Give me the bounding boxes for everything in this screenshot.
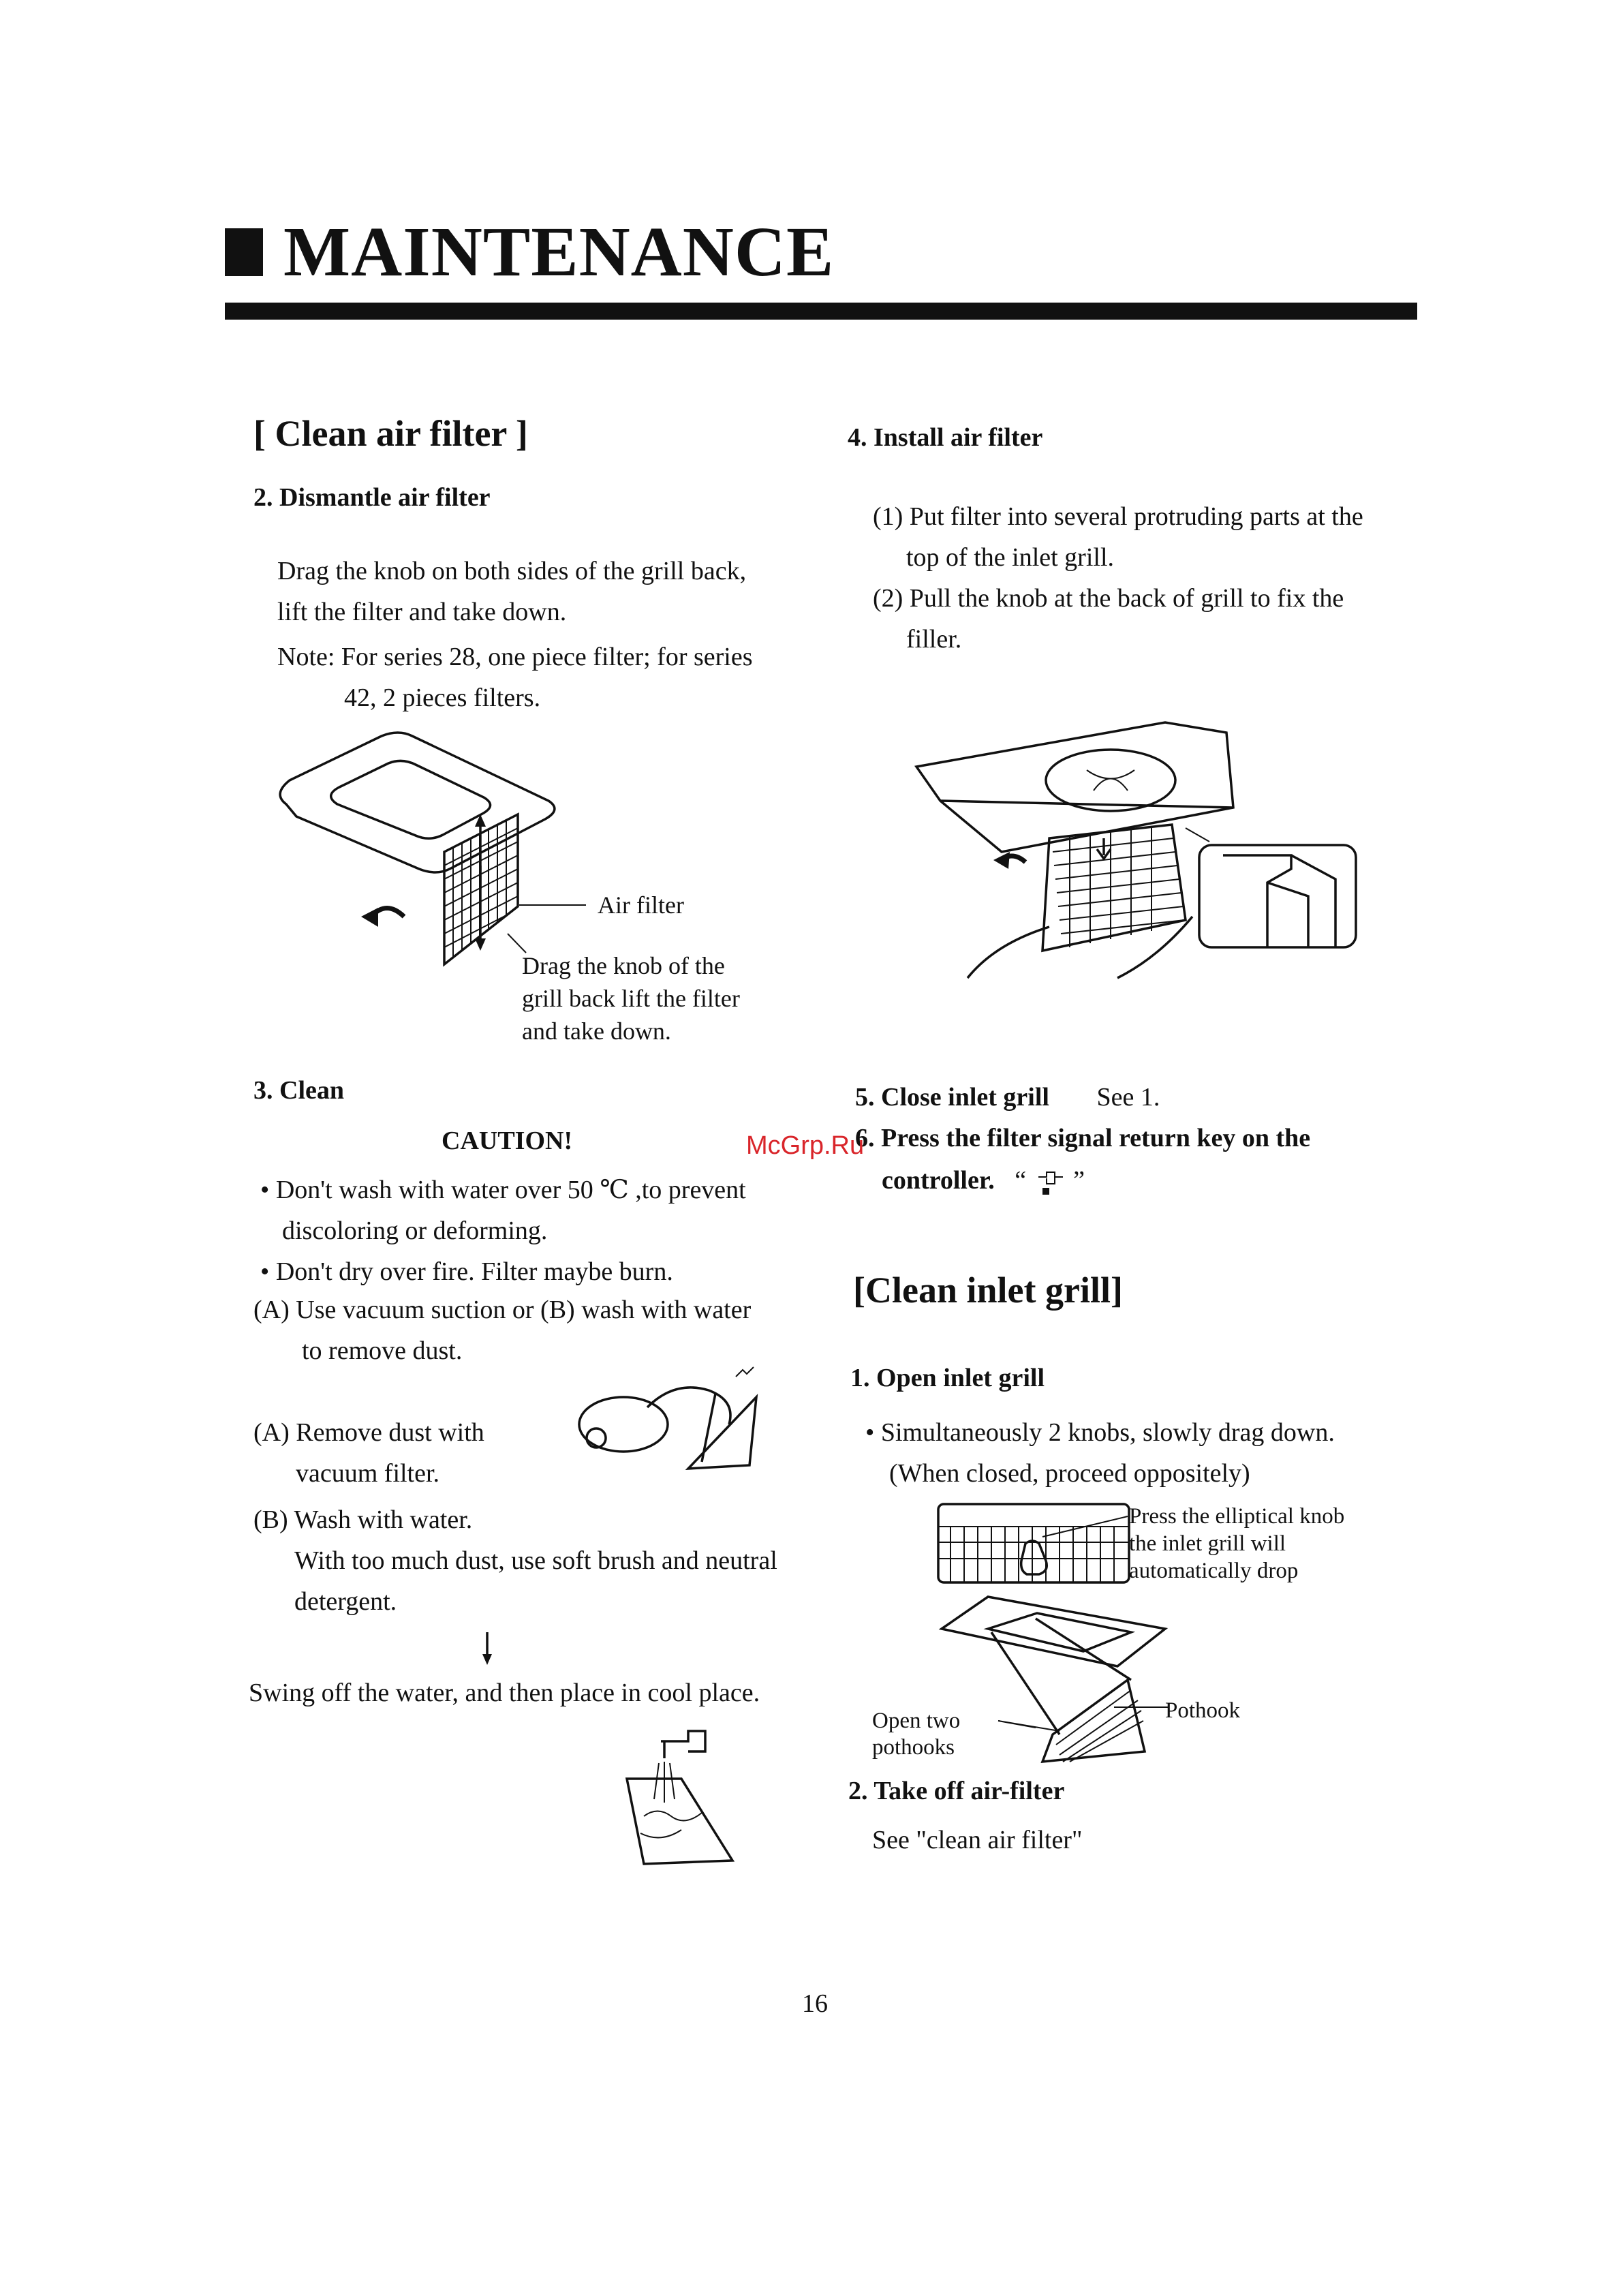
remove-dust-line1: (A) Remove dust with xyxy=(253,1418,484,1447)
step5-line xyxy=(855,1077,1160,1118)
step3-heading: 3. Clean xyxy=(253,1076,344,1105)
install-filter-illustration xyxy=(913,716,1363,988)
header-rule xyxy=(225,303,1417,320)
inlet-grill-with-filter xyxy=(1042,825,1186,951)
caution-bullet-1 xyxy=(260,1169,746,1210)
quote-close: ” xyxy=(1073,1166,1085,1195)
filter-signal-icon xyxy=(1033,1169,1067,1196)
caution-heading: CAUTION! xyxy=(442,1127,573,1155)
wash-line1: (B) Wash with water. xyxy=(253,1505,473,1534)
step5-ref: See 1. xyxy=(1096,1083,1160,1112)
watermark: McGrp.Ru xyxy=(746,1131,865,1160)
vacuum-body-icon xyxy=(579,1397,668,1452)
step4-line1: (1) Put filter into several protruding parts at the xyxy=(873,502,1363,531)
take-off-heading: 2. Take off air-filter xyxy=(848,1777,1065,1805)
open-inlet-grill-heading: 1. Open inlet grill xyxy=(850,1364,1045,1392)
clean-method-line2: to remove dust. xyxy=(302,1336,463,1365)
remove-dust-line2: vacuum filter. xyxy=(296,1459,440,1488)
step5-heading: 5. Close inlet grill xyxy=(855,1083,1049,1112)
caution-bullet-2 xyxy=(260,1251,673,1292)
caution-bullet-2-text: Don't dry over fire. Filter maybe burn. xyxy=(275,1257,673,1286)
detail-inset-knob xyxy=(1223,855,1335,947)
figure-caption-line3: and take down. xyxy=(522,1017,671,1045)
bullet-icon: • xyxy=(260,1176,270,1204)
dismantle-filter-illustration xyxy=(273,729,579,975)
step2-note2: 42, 2 pieces filters. xyxy=(344,684,541,712)
vacuum-illustration xyxy=(572,1366,763,1475)
grill-frame-outline xyxy=(280,733,555,872)
step2-line1: Drag the knob on both sides of the grill back, xyxy=(277,557,747,585)
filter-being-vacuumed xyxy=(688,1397,756,1469)
wash-line2: With too much dust, use soft brush and neutral xyxy=(294,1546,777,1575)
step4-heading: 4. Install air filter xyxy=(848,423,1043,452)
quote-open: “ xyxy=(1015,1166,1027,1195)
water-stream xyxy=(654,1762,675,1803)
open-bullet-text: Simultaneously 2 knobs, slowly drag down. xyxy=(880,1418,1335,1447)
section-title-clean-air-filter: [ Clean air filter ] xyxy=(253,413,528,454)
wash-line3: detergent. xyxy=(294,1587,397,1616)
faucet-icon xyxy=(661,1731,705,1758)
step2-note1: Note: For series 28, one piece filter; for series xyxy=(277,643,753,671)
rotate-arrow-head-icon xyxy=(361,908,378,927)
bullet-icon: • xyxy=(260,1257,270,1286)
down-arrow-icon xyxy=(480,1632,494,1666)
detail-inset-frame xyxy=(1199,845,1356,947)
clean-method-line1: (A) Use vacuum suction or (B) wash with water xyxy=(253,1296,752,1324)
step6-controller-text: controller. xyxy=(882,1166,995,1195)
open-bullet-cont: (When closed, proceed oppositely) xyxy=(889,1459,1250,1488)
figure-caption-line1: Drag the knob of the xyxy=(522,952,725,979)
faucet-wash-illustration xyxy=(623,1721,732,1867)
swing-line: Swing off the water, and then place in cool place. xyxy=(249,1679,760,1707)
bullet-icon: • xyxy=(865,1418,875,1447)
hand-press-icon xyxy=(1021,1541,1047,1574)
step4-line3: (2) Pull the knob at the back of grill to fix the xyxy=(873,584,1344,613)
step2-heading: 2. Dismantle air filter xyxy=(253,483,491,512)
grill-open-illustration xyxy=(933,1591,1172,1769)
pothook-right xyxy=(1036,1619,1131,1680)
indoor-unit-panel xyxy=(916,722,1233,852)
filter-under-water xyxy=(627,1779,732,1864)
title-square-icon xyxy=(225,228,263,276)
take-off-ref: See "clean air filter" xyxy=(872,1826,1083,1854)
open-bullet xyxy=(865,1412,1335,1453)
vacuum-hose xyxy=(647,1388,730,1424)
figure-caption-line2: grill back lift the filter xyxy=(522,985,740,1012)
page-title xyxy=(225,211,834,292)
open-two-line2: pothooks xyxy=(872,1735,955,1760)
open-two-line1: Open two xyxy=(872,1709,961,1733)
down-arrow-icon xyxy=(1097,838,1111,859)
page-number: 16 xyxy=(802,1989,828,2018)
caution-bullet-1-text: Don't wash with water over 50 ℃ ,to prevent xyxy=(275,1176,746,1204)
pothook-label: Pothook xyxy=(1165,1698,1241,1723)
fan-icon xyxy=(1046,750,1175,811)
grill-front-illustration xyxy=(937,1503,1134,1588)
section-title-clean-inlet-grill: [Clean inlet grill] xyxy=(853,1270,1123,1311)
step2-line2: lift the filter and take down. xyxy=(277,598,567,626)
page-title-text: MAINTENANCE xyxy=(283,213,835,291)
step4-line2: top of the inlet grill. xyxy=(906,543,1115,572)
step6-line2 xyxy=(882,1160,1085,1201)
left-hand-icon xyxy=(968,927,1049,978)
annotation-line1: Press the elliptical knob xyxy=(1129,1504,1345,1529)
caution-bullet-1-cont: discoloring or deforming. xyxy=(282,1216,548,1245)
step4-line4: filler. xyxy=(906,625,962,654)
air-filter-label: Air filter xyxy=(598,891,684,919)
annotation-line3: automatically drop xyxy=(1129,1559,1299,1583)
step6-line1: 6. Press the filter signal return key on the xyxy=(855,1124,1311,1152)
annotation-line2: the inlet grill will xyxy=(1129,1531,1286,1556)
grill-inner-opening xyxy=(331,761,491,838)
